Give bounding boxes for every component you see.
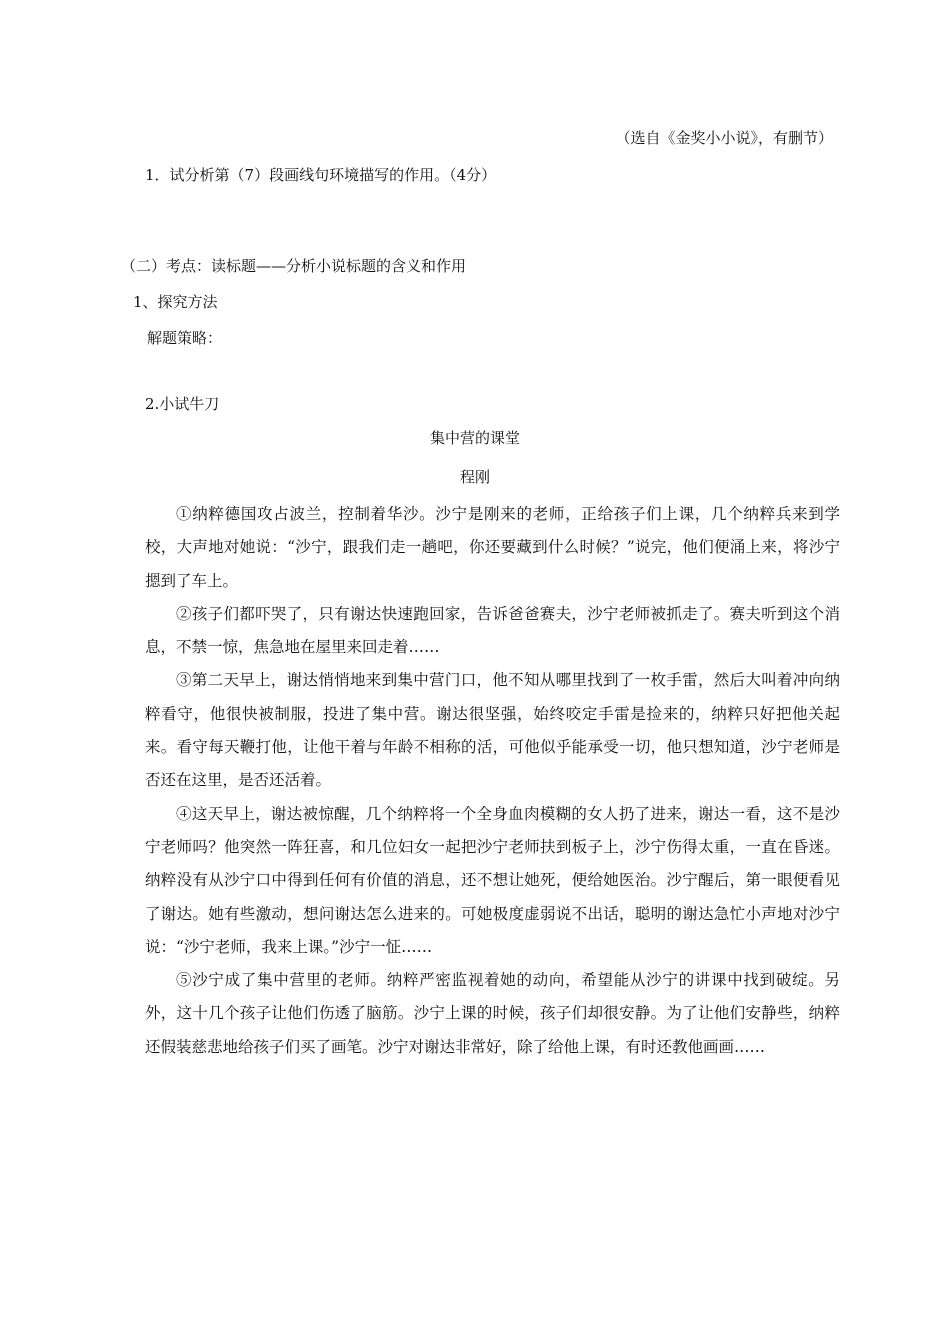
story-paragraph-5: ⑤沙宁成了集中营里的老师。纳粹严密监视着她的动向，希望能从沙宁的讲课中找到破绽。另外，这十几个孩子让他们伤透了脑筋。沙宁上课的时候，孩子们却很安静。为了让他们安静些，纳粹还假装慈悲地给孩子们买了画笔。沙宁对谢达非常好，除了给他上课，有时还教他画画…… bbox=[145, 971, 840, 1056]
source-note: （选自《金奖小小说》，有删节） bbox=[615, 129, 833, 147]
story-paragraph-4: ④这天早上，谢达被惊醒，几个纳粹将一个全身血肉模糊的女人扔了进来，谢达一看，这不是沙宁老师吗？他突然一阵狂喜，和几位妇女一起把沙宁老师扶到板子上，沙宁伤得太重，一直在昏迷。纳粹没有从沙宁口中得到任何有价值的消息，还不想让她死，便给她医治。沙宁醒后，第一眼便看见了谢达。她有些激动，想问谢达怎么进来的。可她极度虚弱说不出话，聪明的谢达急忙小声地对沙宁说：“沙宁老师，我来上课。”沙宁一怔…… bbox=[145, 804, 840, 956]
story-paragraph-2: ②孩子们都吓哭了，只有谢达快速跑回家，告诉爸爸赛夫，沙宁老师被抓走了。赛夫听到这个消息，不禁一惊，焦急地在屋里来回走着…… bbox=[145, 604, 840, 657]
strategy-label: 解题策略： bbox=[147, 329, 223, 347]
method-heading: 1、探究方法 bbox=[133, 293, 218, 311]
trial-heading: 2.小试牛刀 bbox=[145, 395, 220, 413]
story-title: 集中营的课堂 bbox=[429, 429, 520, 447]
story-author: 程刚 bbox=[459, 468, 490, 486]
story-paragraph-3: ③第二天早上，谢达悄悄地来到集中营门口，他不知从哪里找到了一枚手雷，然后大叫着冲向纳粹看守，他很快被制服，投进了集中营。谢达很坚强，始终咬定手雷是捡来的，纳粹只好把他关起来。看守每天鞭打他，让他干着与年龄不相称的活，可他似乎能承受一切，他只想知道，沙宁老师是否还在这里，是否还活着。 bbox=[145, 671, 840, 790]
section-heading: （二）考点：读标题——分析小说标题的含义和作用 bbox=[121, 257, 467, 275]
question-1: 1．试分析第（7）段画线句环境描写的作用。（4分） bbox=[145, 166, 497, 184]
story-paragraph-1: ①纳粹德国攻占波兰，控制着华沙。沙宁是刚来的老师，正给孩子们上课，几个纳粹兵来到学校，大声地对她说：“沙宁，跟我们走一趟吧，你还要藏到什么时候？”说完，他们便涌上来，将沙宁摁到了车上。 bbox=[145, 505, 840, 590]
story-body bbox=[145, 498, 840, 1064]
